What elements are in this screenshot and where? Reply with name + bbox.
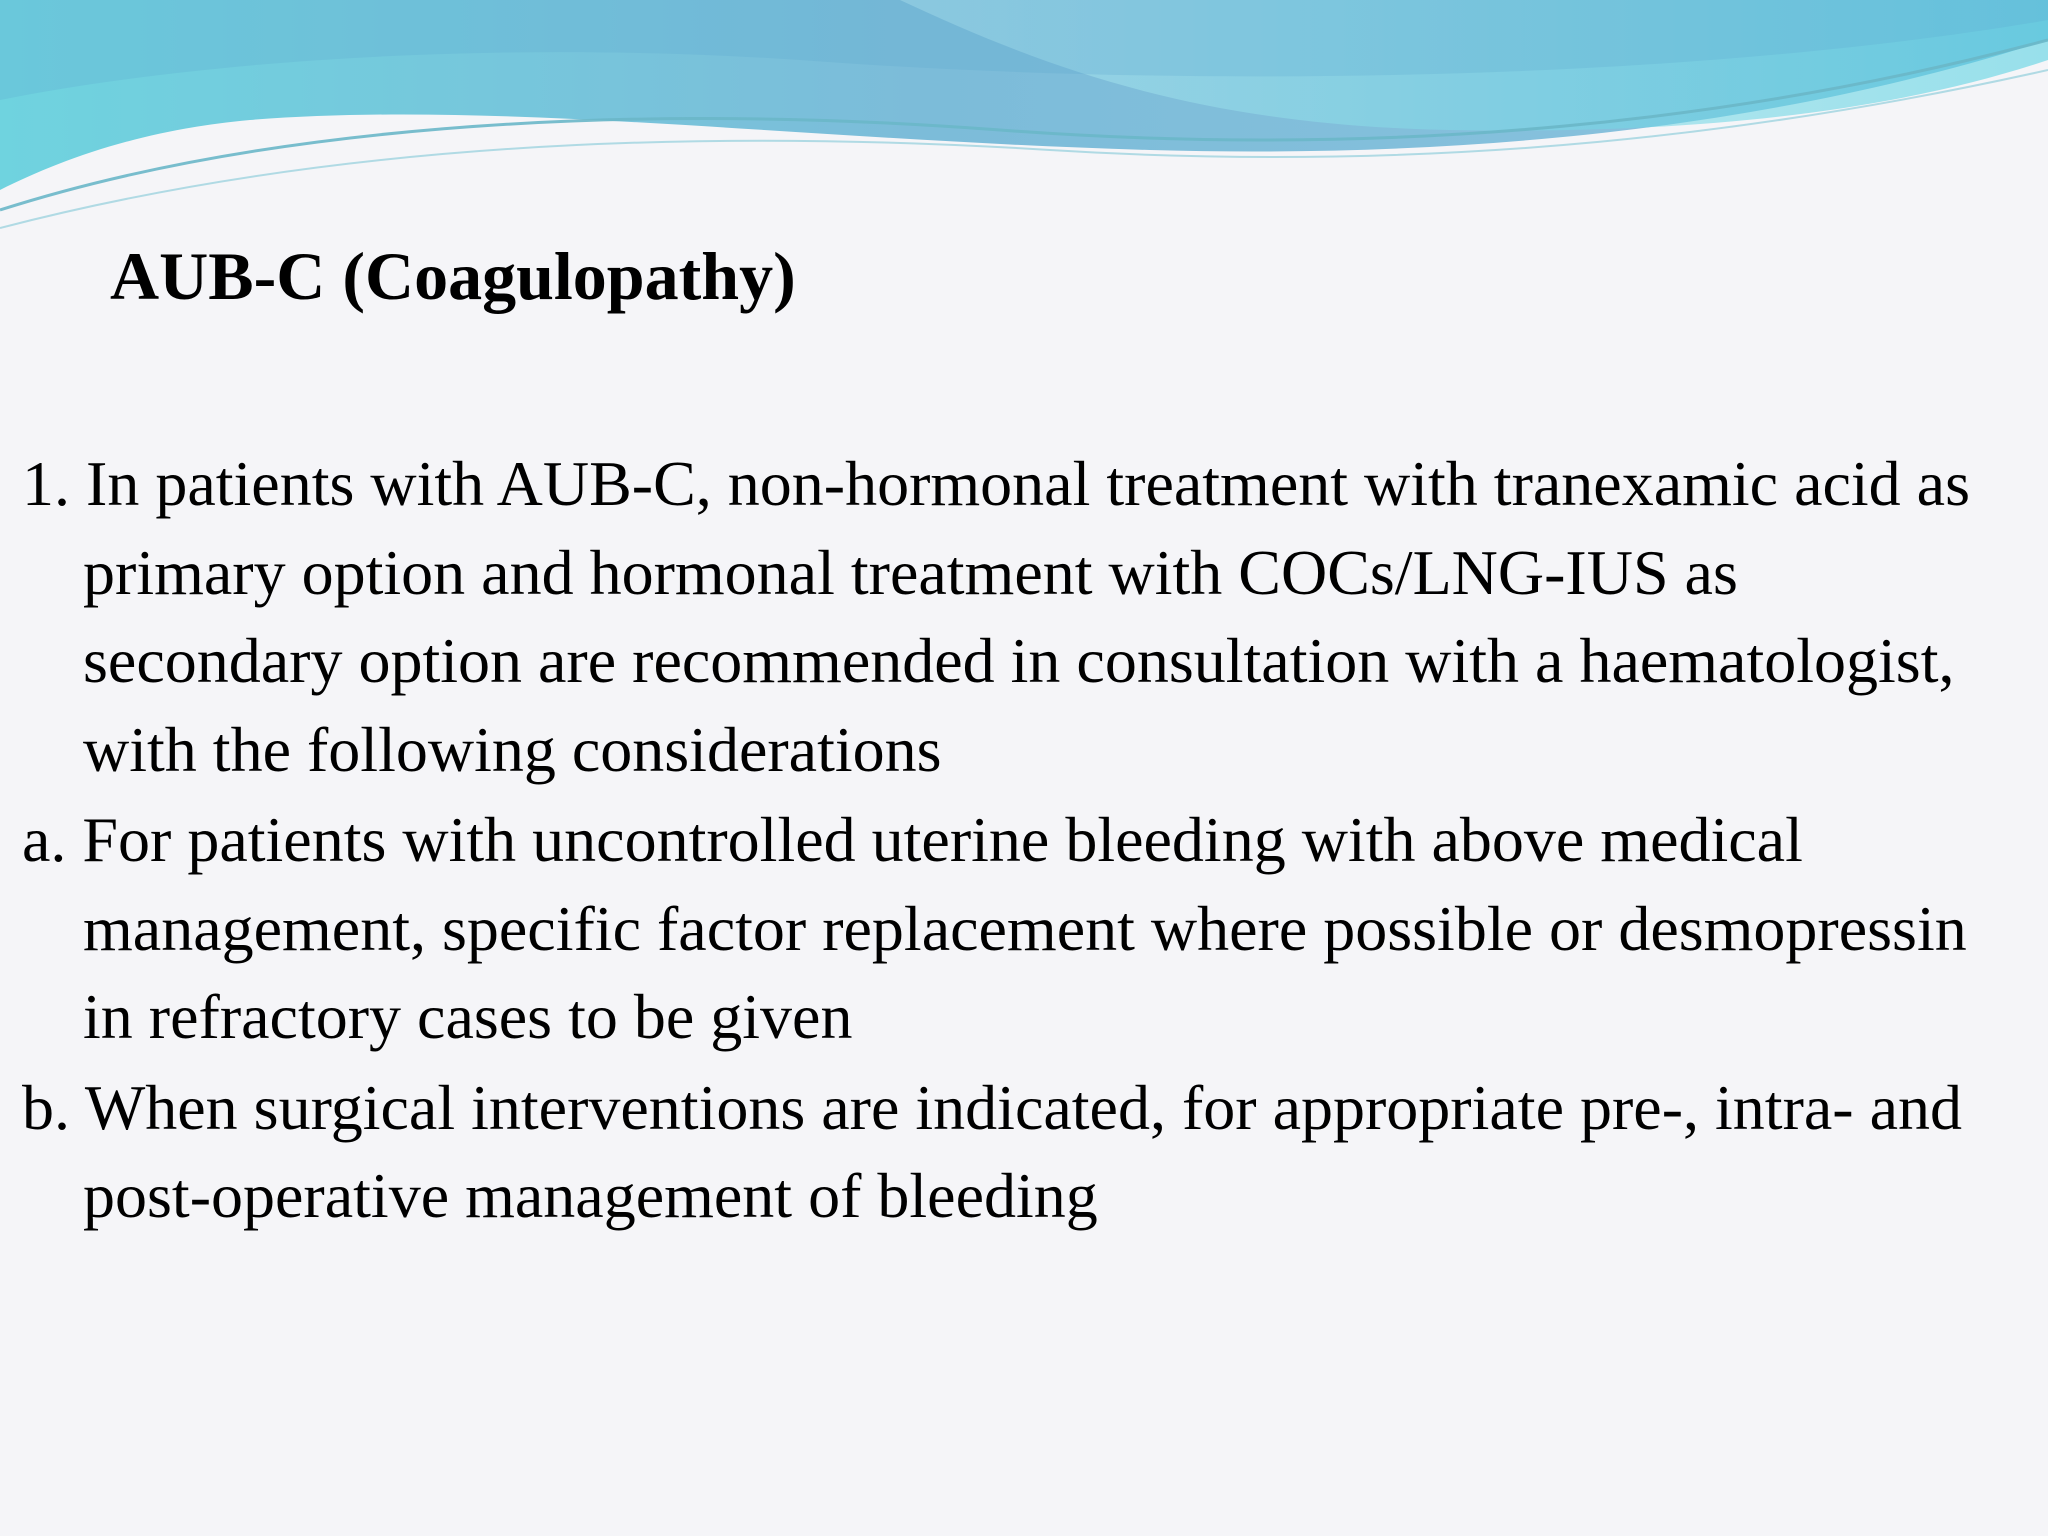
list-marker: 1.: [22, 448, 70, 519]
header-wave-decoration: [0, 0, 2048, 240]
list-item-text: In patients with AUB-C, non-hormonal treatment with tranexamic acid as primary option and hormonal treatment with COCs/LNG-IUS as secondary option are recommended in consultation with a haematologist, with the following considerations: [83, 448, 1970, 785]
list-item: [22, 440, 2012, 794]
slide-title: AUB-C (Coagulopathy): [110, 238, 796, 314]
list-item: [22, 1064, 2012, 1241]
list-marker: b.: [22, 1071, 70, 1143]
list-item-text: For patients with uncontrolled uterine bleeding with above medical management, specific factor replacement where possible or desmopressin in refractory cases to be given: [82, 804, 1967, 1052]
slide-content: [22, 440, 2012, 1243]
list-item: [22, 796, 2012, 1062]
list-item-text: When surgical interventions are indicated, for appropriate pre-, intra- and post-operative management of bleeding: [83, 1071, 1962, 1231]
list-marker: a.: [22, 804, 67, 875]
